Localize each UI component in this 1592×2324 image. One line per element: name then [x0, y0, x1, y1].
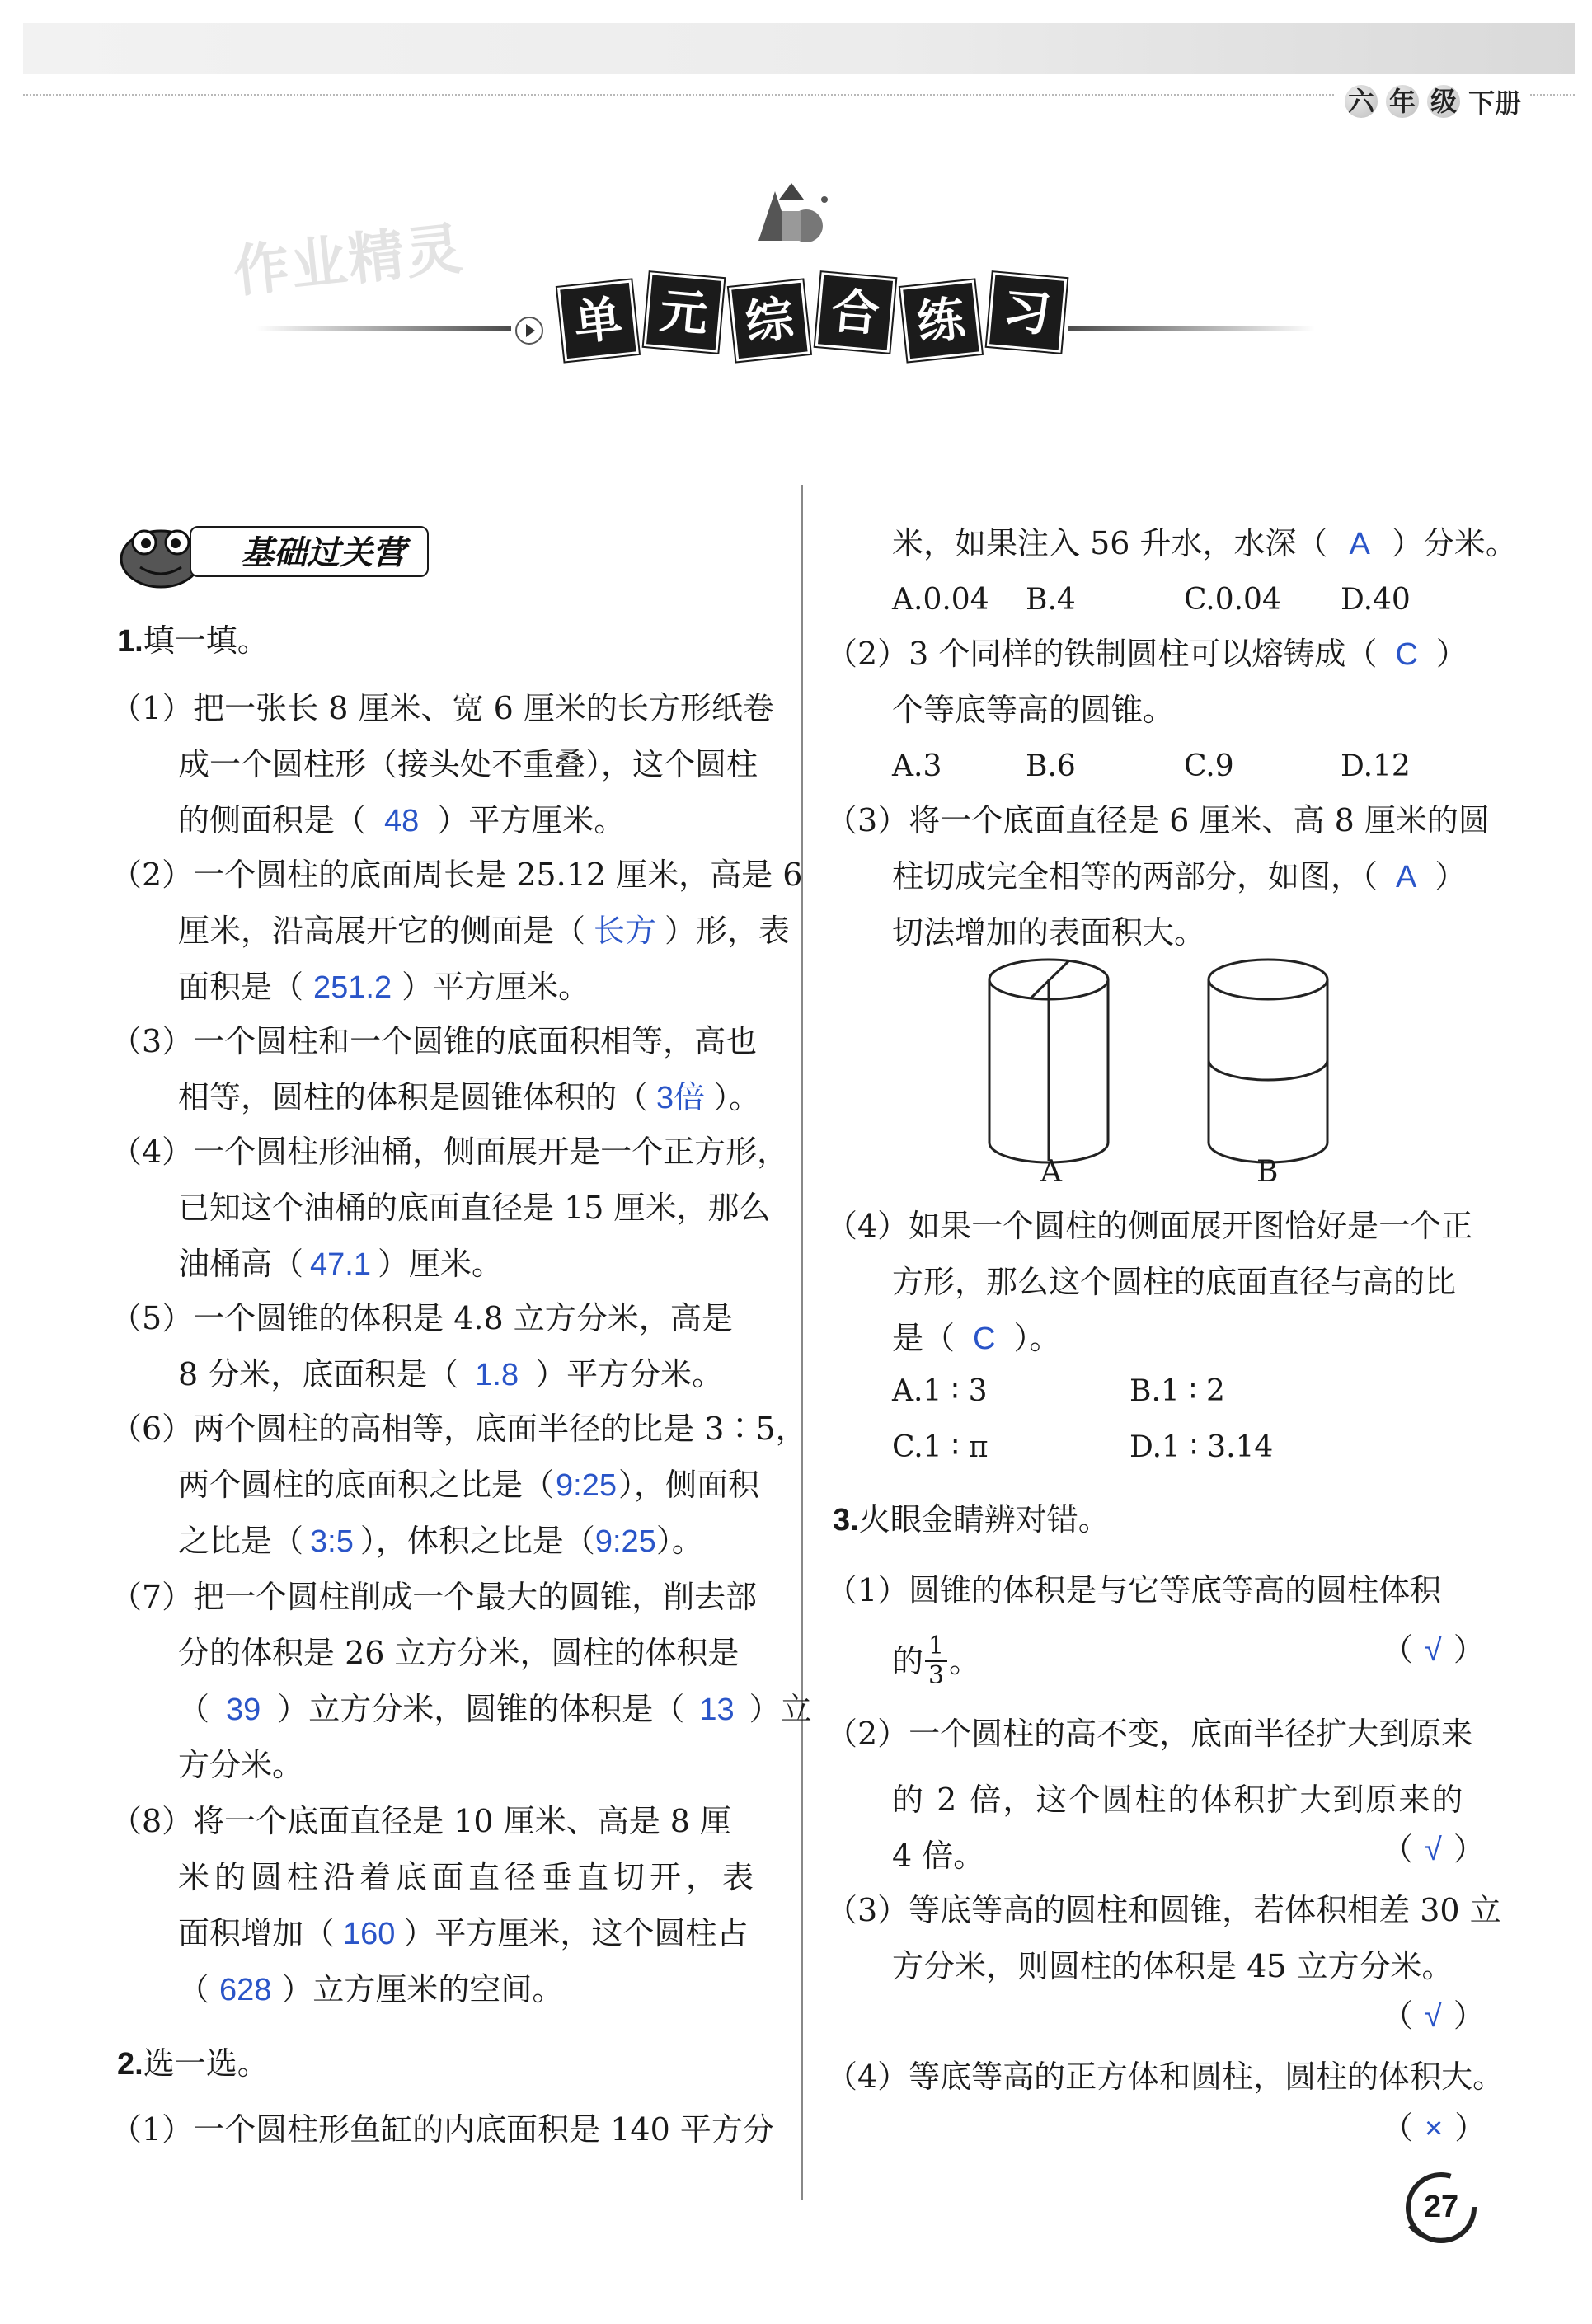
- answer: C: [973, 1322, 996, 1356]
- judgement-bracket: （ × ）: [1382, 2110, 1486, 2146]
- text: 之比是（: [178, 1523, 304, 1559]
- cylinder-a: [989, 960, 1108, 1162]
- question-2-heading: [117, 2045, 269, 2082]
- question-title: 选一选。: [143, 2045, 269, 2082]
- q1-item-7-line: （7）把一个圆柱削成一个最大的圆锥，削去部: [110, 1579, 758, 1615]
- q1-item-2-line: [178, 915, 790, 947]
- column-divider: [801, 485, 803, 2200]
- text: ）。: [655, 1523, 703, 1559]
- text: ）立方厘米的空间。: [281, 1971, 564, 2007]
- question-number: 2.: [117, 2047, 143, 2082]
- banner-char: 练: [900, 280, 982, 362]
- question-number: 1.: [117, 624, 143, 659]
- q3-item-2-line: 的 2 倍，这个圆柱的体积扩大到原来的: [892, 1782, 1465, 1818]
- text: （: [178, 1691, 210, 1727]
- text: ）立方分米，圆锥的体积是（: [277, 1691, 685, 1727]
- q2-option: B.1 ∶ 2: [1129, 1374, 1225, 1408]
- answer: A: [1396, 860, 1417, 894]
- banner-char: 习: [987, 272, 1068, 353]
- text: ）平方分米。: [535, 1356, 724, 1392]
- answer: √: [1425, 1633, 1442, 1668]
- answer: 13: [699, 1693, 735, 1727]
- answer: √: [1425, 1833, 1442, 1867]
- q2-option: A.0.04: [892, 583, 989, 617]
- q1-item-8-line: [178, 1915, 749, 1951]
- text: ）厘米。: [377, 1246, 503, 1282]
- text: ）: [1435, 636, 1468, 672]
- text: ）: [1435, 858, 1467, 894]
- q1-item-8-line: （8）将一个底面直径是 10 厘米、高是 8 厘: [110, 1803, 732, 1839]
- q1-item-7-line: 方分米。: [178, 1747, 304, 1783]
- text: ）分米。: [1391, 525, 1517, 561]
- q2-item-2-line: 个等底等高的圆锥。: [892, 692, 1175, 728]
- text: ）形，表: [665, 913, 791, 949]
- q1-item-1-line: 成一个圆柱形（接头处不重叠），这个圆柱: [178, 746, 758, 782]
- answer: 9:25: [556, 1468, 617, 1503]
- q2-item-2-line: [826, 638, 1468, 670]
- q2-option: C.1 ∶ π: [892, 1430, 989, 1464]
- answer: 1.8: [475, 1358, 519, 1392]
- grade-char: 年: [1386, 85, 1419, 118]
- text: 两个圆柱的底面积之比是（: [178, 1467, 555, 1503]
- figure-label-a: A: [1040, 1155, 1062, 1189]
- q1-item-2-line: [178, 971, 589, 1003]
- text: （2）3 个同样的铁制圆柱可以熔铸成（: [826, 636, 1378, 672]
- grade-label: [1336, 82, 1529, 120]
- geometry-decoration-icon: [742, 175, 841, 257]
- text: 的: [892, 1643, 924, 1679]
- question-1-heading: [117, 622, 269, 659]
- answer: 39: [226, 1693, 261, 1727]
- q1-item-7-line: [178, 1693, 812, 1725]
- answer: √: [1425, 1999, 1442, 2034]
- q3-item-1-line: [892, 1632, 980, 1690]
- q2-item-4-line: [892, 1322, 1060, 1354]
- answer: 9:25: [594, 1524, 656, 1559]
- q3-item-3-line: 方分米，则圆柱的体积是 45 立方分米。: [892, 1948, 1453, 1984]
- page-number-badge: [1402, 2168, 1481, 2247]
- q1-item-1-line: （1）把一张长 8 厘米、宽 6 厘米的长方形纸卷: [110, 690, 774, 726]
- q2-item-4-line: （4）如果一个圆柱的侧面展开图恰好是一个正: [826, 1208, 1473, 1244]
- text: 。: [949, 1643, 981, 1679]
- q1-item-7-line: 分的体积是 26 立方分米，圆柱的体积是: [178, 1635, 740, 1671]
- answer: 251.2: [313, 970, 392, 1005]
- q2-option: C.9: [1184, 749, 1234, 783]
- text: 厘米，沿高展开它的侧面是（: [178, 913, 586, 949]
- judgement-bracket: （ √ ）: [1382, 1631, 1485, 1668]
- text: ），体积之比是（: [359, 1523, 595, 1559]
- q2-option: B.6: [1026, 749, 1076, 783]
- answer: ×: [1425, 2111, 1444, 2146]
- judgement-bracket: （ √ ）: [1382, 1831, 1485, 1867]
- q1-item-5-line: [178, 1356, 724, 1392]
- grade-char: 六: [1345, 85, 1378, 118]
- q2-option: D.12: [1341, 749, 1411, 783]
- text: 米，如果注入 56 升水，水深（: [892, 525, 1328, 561]
- q1-item-3-line: [178, 1079, 761, 1115]
- q1-item-3-line: （3）一个圆柱和一个圆锥的底面积相等，高也: [110, 1023, 758, 1059]
- unit-title-banner: [561, 280, 1064, 354]
- q1-item-1-line: [178, 802, 626, 838]
- text: 油桶高（: [178, 1246, 304, 1282]
- banner-char: 单: [557, 280, 639, 362]
- text: 面积是（: [178, 969, 304, 1005]
- grade-char: 级: [1427, 85, 1460, 118]
- question-title: 火眼金睛辨对错。: [858, 1501, 1110, 1538]
- text: ）平方厘米。: [402, 969, 590, 1005]
- q2-item-3-line: （3）将一个底面直径是 6 厘米、高 8 厘米的圆: [826, 802, 1490, 838]
- cylinder-b: [1209, 960, 1327, 1162]
- question-number: 3.: [833, 1503, 859, 1538]
- q3-item-1-line: （1）圆锥的体积是与它等底等高的圆柱体积: [826, 1572, 1442, 1608]
- q1-item-4-line: [178, 1248, 503, 1280]
- answer: 3倍: [656, 1081, 706, 1115]
- q3-item-2-line: 4 倍。: [892, 1838, 985, 1874]
- answer: C: [1395, 637, 1418, 672]
- banner-char: 综: [729, 280, 810, 362]
- text: 相等，圆柱的体积是圆锥体积的（: [178, 1079, 649, 1115]
- q2-option: C.0.04: [1184, 583, 1281, 617]
- term-label: 下册: [1468, 87, 1521, 119]
- answer: 160: [343, 1917, 396, 1951]
- q1-item-6-line: [178, 1525, 703, 1557]
- text: ）。: [1013, 1320, 1061, 1356]
- q1-item-8-line: 米的圆柱沿着底面直径垂直切开，表: [178, 1859, 759, 1895]
- text: 是（: [892, 1320, 956, 1356]
- fraction-denominator: 3: [928, 1661, 945, 1690]
- question-title: 填一填。: [143, 622, 269, 659]
- q3-item-4-line: （4）等底等高的正方体和圆柱，圆柱的体积大。: [826, 2059, 1505, 2095]
- q1-item-6-line: （6）两个圆柱的高相等，底面半径的比是 3∶5，: [110, 1411, 807, 1447]
- q3-item-3-line: （3）等底等高的圆柱和圆锥，若体积相差 30 立: [826, 1892, 1501, 1928]
- text: ）平方厘米，这个圆柱占: [403, 1915, 749, 1951]
- text: 的侧面积是（: [178, 802, 367, 838]
- text: ）。: [713, 1079, 761, 1115]
- q2-item-3-line: [892, 858, 1467, 894]
- q2-option: D.1 ∶ 3.14: [1129, 1430, 1274, 1464]
- text: 柱切成完全相等的两部分，如图，（: [892, 858, 1378, 894]
- answer: 长方: [594, 914, 657, 949]
- section-title: 基础过关营: [190, 526, 429, 577]
- q1-item-2-line: （2）一个圆柱的底面周长是 25.12 厘米，高是 6: [110, 857, 803, 893]
- q2-item-3-line: 切法增加的表面积大。: [892, 914, 1206, 951]
- q1-item-4-line: 已知这个油桶的底面直径是 15 厘米，那么: [178, 1190, 771, 1226]
- answer: 47.1: [310, 1247, 371, 1282]
- q1-item-5-line: （5）一个圆锥的体积是 4.8 立方分米，高是: [110, 1300, 733, 1336]
- question-3-heading: [833, 1501, 1110, 1538]
- text: （: [178, 1971, 210, 2007]
- banner-line-right: [1068, 326, 1315, 331]
- q2-item-4-line: 方形，那么这个圆柱的底面直径与高的比: [892, 1264, 1457, 1300]
- header-bar: [23, 23, 1575, 74]
- answer: A: [1349, 527, 1370, 561]
- watermark: 作业精灵: [230, 216, 467, 306]
- text: ），侧面积: [618, 1467, 759, 1503]
- cylinder-figure: [973, 948, 1369, 1195]
- banner-char: 元: [644, 272, 725, 353]
- play-right-icon: [515, 317, 543, 345]
- section-badge: [115, 519, 445, 590]
- q2-option: A.3: [892, 749, 942, 783]
- q2-option: D.40: [1341, 583, 1411, 617]
- text: 8 分米，底面积是（: [178, 1356, 459, 1392]
- q1-item-8-line: [178, 1971, 564, 2007]
- q2-option: A.1 ∶ 3: [892, 1374, 988, 1408]
- q2-item-1-line: [892, 525, 1517, 561]
- q1-item-4-line: （4）一个圆柱形油桶，侧面展开是一个正方形，: [110, 1134, 789, 1170]
- q2-item-1-line: （1）一个圆柱形鱼缸的内底面积是 140 平方分: [110, 2111, 774, 2148]
- text: ）立: [749, 1691, 812, 1727]
- figure-label-b: B: [1256, 1155, 1279, 1189]
- text: ）平方厘米。: [437, 802, 626, 838]
- fraction: [925, 1632, 947, 1690]
- banner-char: 合: [815, 272, 896, 353]
- q2-option: B.4: [1026, 583, 1076, 617]
- fraction-numerator: 1: [925, 1632, 947, 1662]
- q3-item-2-line: （2）一个圆柱的高不变，底面半径扩大到原来: [826, 1716, 1473, 1752]
- banner-line-left: [256, 326, 511, 331]
- answer: 48: [384, 804, 420, 838]
- answer: 3:5: [310, 1524, 354, 1559]
- text: 面积增加（: [178, 1915, 336, 1951]
- answer: 628: [219, 1973, 272, 2007]
- judgement-bracket: （ √ ）: [1382, 1998, 1485, 2034]
- q1-item-6-line: [178, 1469, 759, 1501]
- page-number: 27: [1423, 2190, 1459, 2224]
